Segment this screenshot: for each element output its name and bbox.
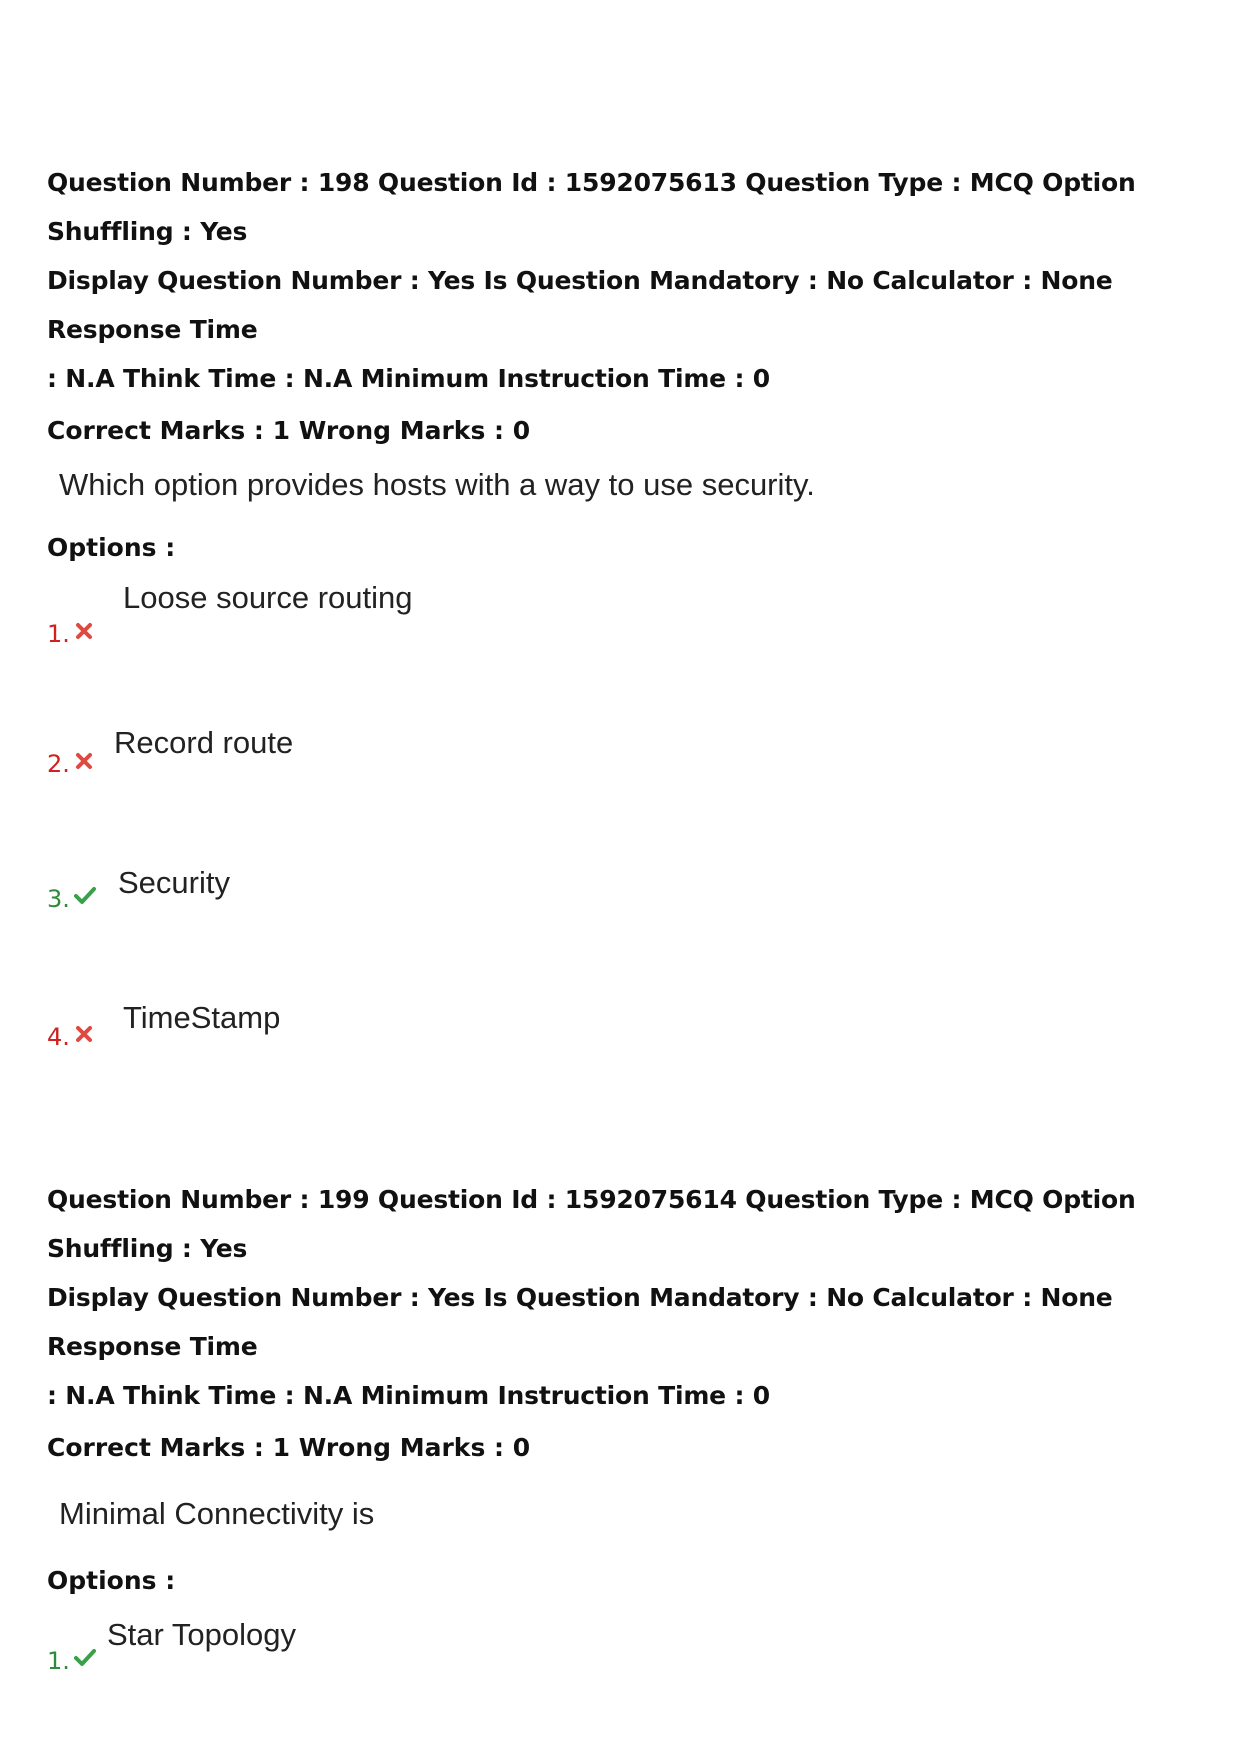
option-item — [47, 865, 1207, 1000]
option-number: 1. — [47, 620, 70, 648]
check-icon — [74, 1647, 96, 1667]
question-block-199 — [47, 1175, 1207, 1737]
option-text: Record route — [114, 725, 294, 760]
option-item — [47, 1617, 1207, 1737]
question-meta-line: Question Number : 199 Question Id : 1592075614 Question Type : MCQ Option Shuffling : Yes — [47, 1185, 1136, 1263]
question-meta-line: : N.A Think Time : N.A Minimum Instruction Time : 0 — [47, 364, 770, 393]
option-number: 3. — [47, 885, 70, 913]
option-text: Security — [118, 865, 230, 900]
option-item — [47, 1000, 1207, 1120]
marks-line: Correct Marks : 1 Wrong Marks : 0 — [47, 416, 531, 445]
cross-icon — [74, 751, 94, 771]
option-item — [47, 725, 1207, 865]
question-meta-line: Question Number : 198 Question Id : 1592075613 Question Type : MCQ Option Shuffling : Yes — [47, 168, 1136, 246]
question-meta-line: Display Question Number : Yes Is Question Mandatory : No Calculator : None Response Time — [47, 1283, 1113, 1361]
option-number: 4. — [47, 1023, 70, 1051]
check-icon — [74, 885, 96, 905]
marks-line: Correct Marks : 1 Wrong Marks : 0 — [47, 1433, 531, 1462]
option-text: Loose source routing — [123, 580, 413, 615]
option-item — [47, 580, 1207, 725]
question-text: Minimal Connectivity is — [59, 1496, 375, 1531]
question-meta-line: : N.A Think Time : N.A Minimum Instruction Time : 0 — [47, 1381, 770, 1410]
option-text: TimeStamp — [123, 1000, 281, 1035]
question-block-198 — [47, 158, 1207, 1120]
question-meta-line: Display Question Number : Yes Is Question Mandatory : No Calculator : None Response Time — [47, 266, 1113, 344]
option-number: 2. — [47, 750, 70, 778]
cross-icon — [74, 621, 94, 641]
options-label: Options : — [47, 533, 176, 562]
option-number: 1. — [47, 1647, 70, 1675]
cross-icon — [74, 1024, 94, 1044]
option-text: Star Topology — [107, 1617, 296, 1652]
options-label: Options : — [47, 1566, 176, 1595]
question-text: Which option provides hosts with a way to use security. — [59, 467, 815, 502]
